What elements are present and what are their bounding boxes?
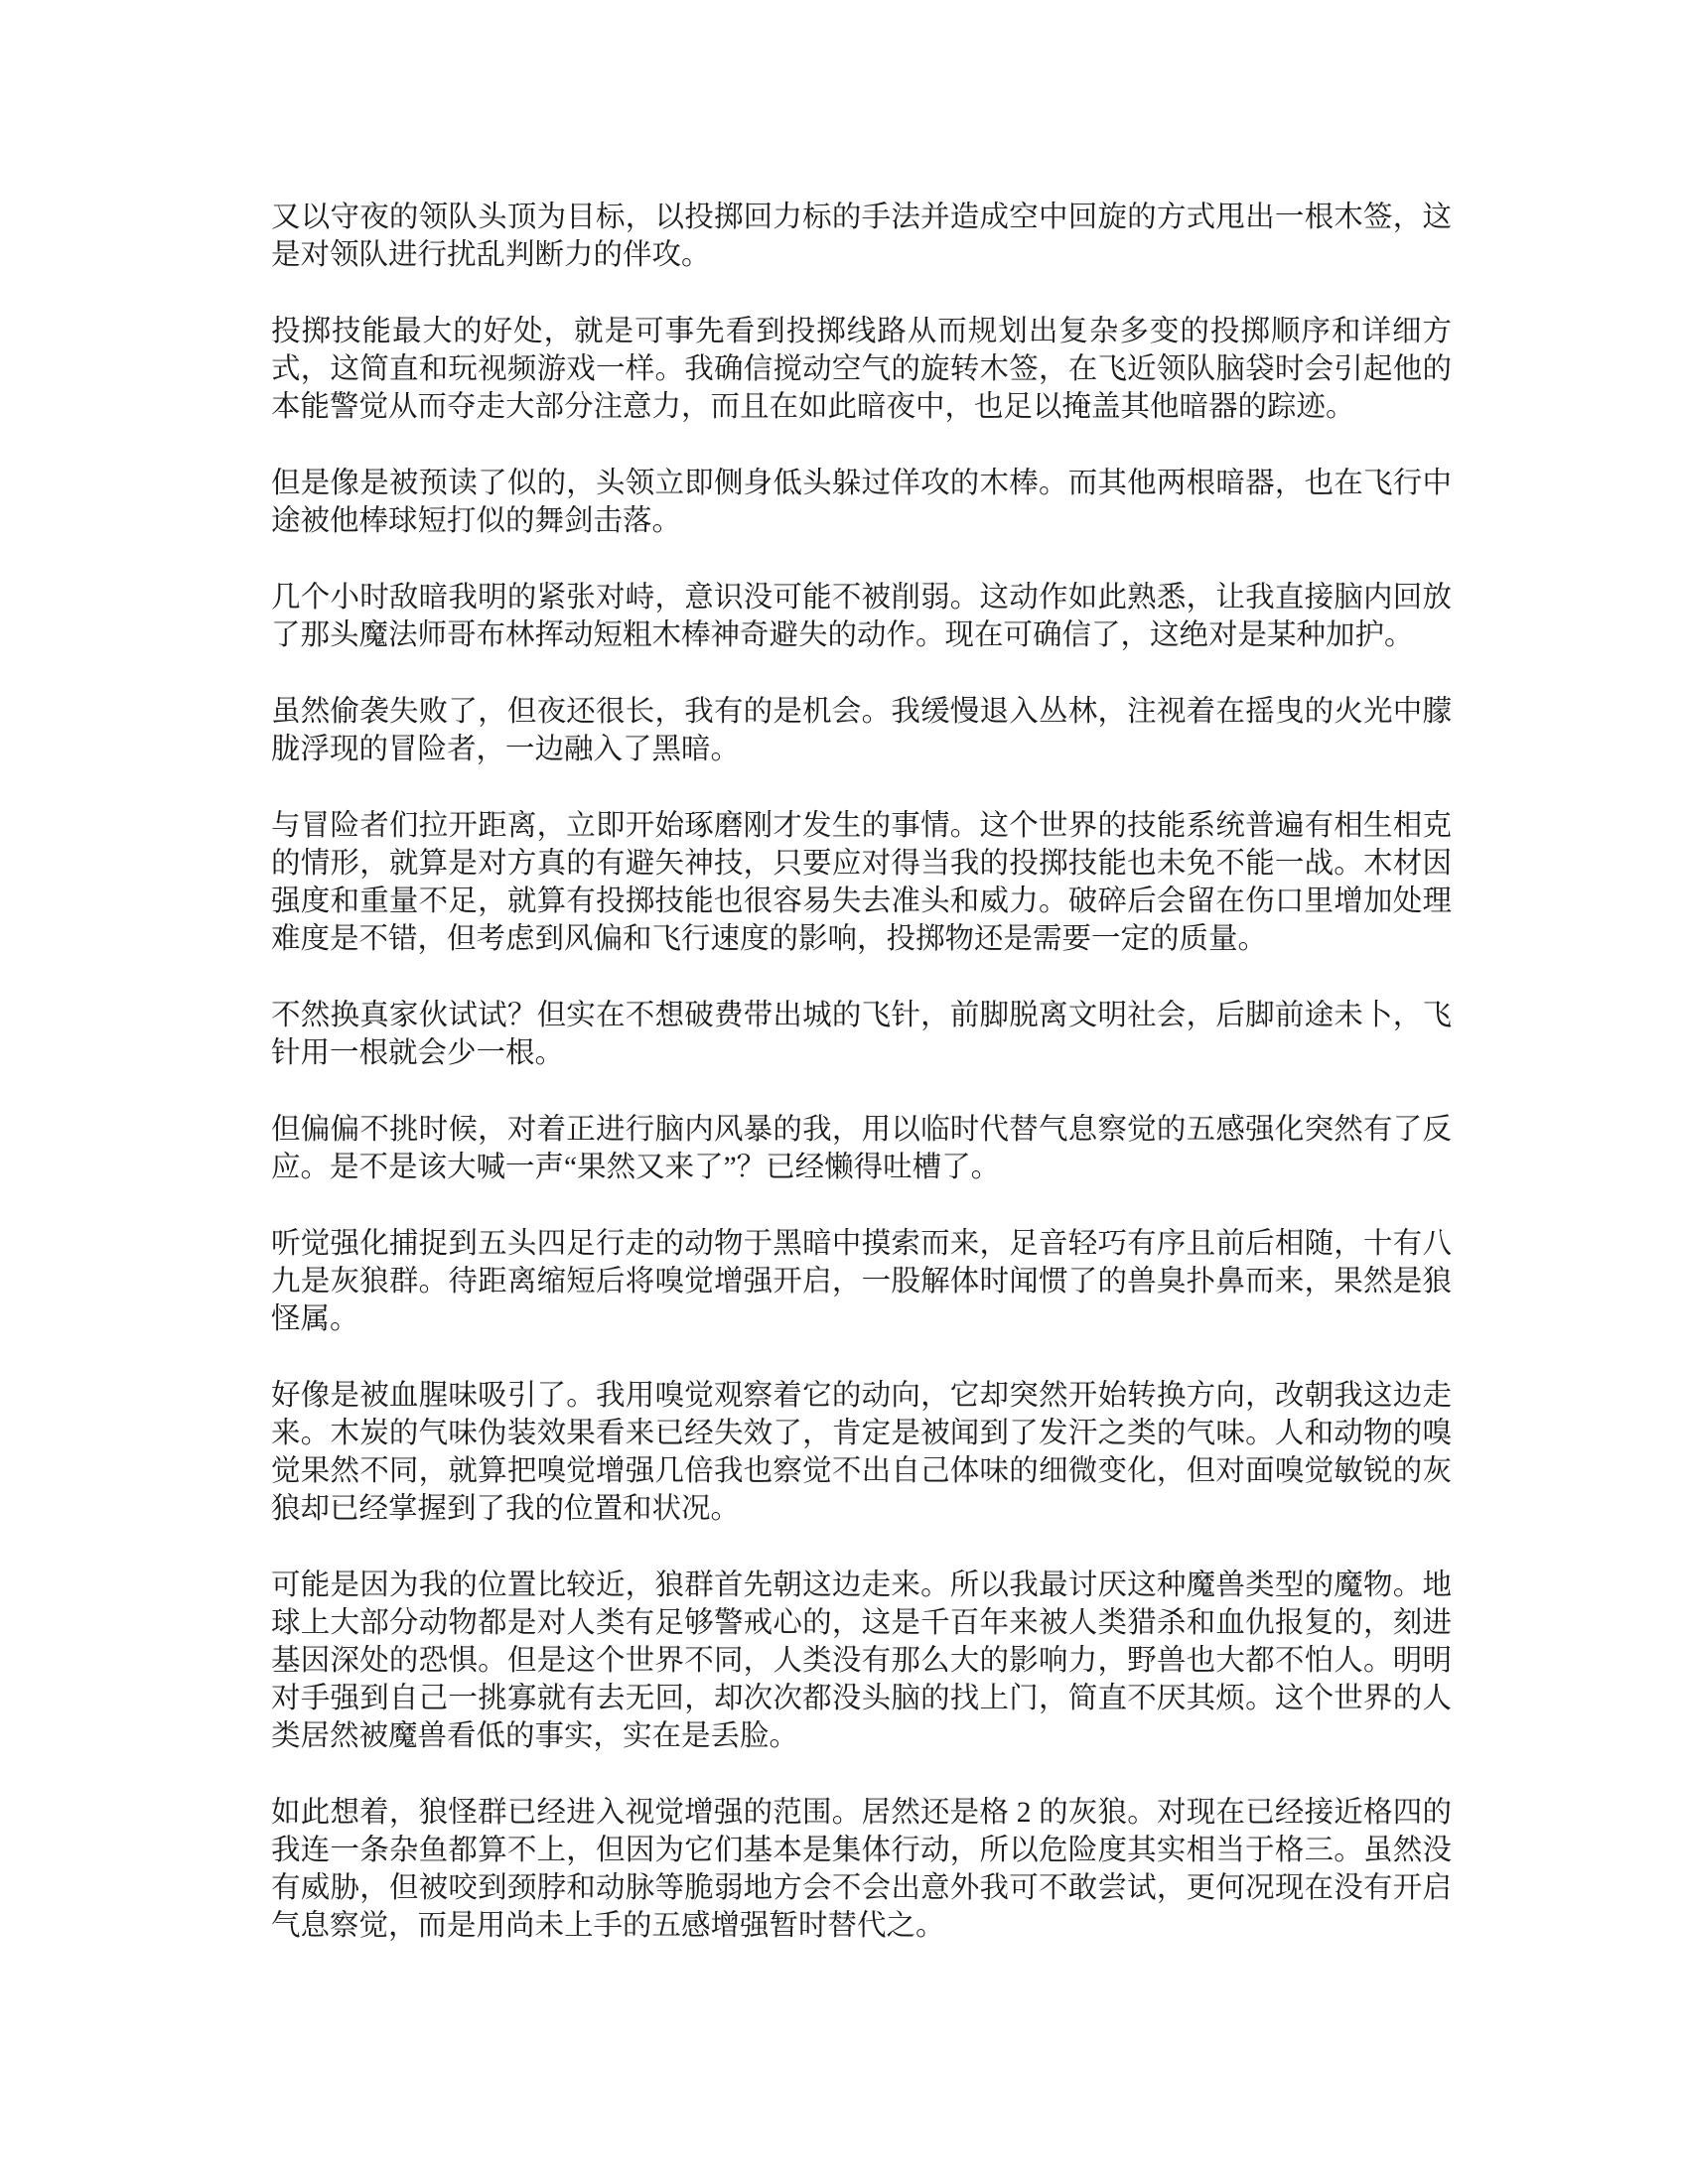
paragraph [271, 997, 1452, 1072]
text-line: 来。木炭的气味伪装效果看来已经失效了，肯定是被闻到了发汗之类的气味。人和动物的嗅 [271, 1418, 1452, 1449]
text-line: 的情形，就算是对方真的有避矢神技，只要应对得当我的投掷技能也未免不能一战。木材因 [271, 848, 1452, 880]
text-line: 但是像是被预读了似的，头领立即侧身低头躲过佯攻的木棒。而其他两根暗器，也在飞行中 [271, 468, 1452, 499]
text-line: 九是灰狼群。待距离缩短后将嗅觉增强开启，一股解体时闻惯了的兽臭扑鼻而来，果然是狼 [271, 1266, 1452, 1297]
text-line: 本能警觉从而夺走大部分注意力，而且在如此暗夜中，也足以掩盖其他暗器的踪迹。 [271, 391, 1355, 423]
text-line: 但偏偏不挑时候，对着正进行脑内风暴的我，用以临时代替气息察觉的五感强化突然有了反 [271, 1114, 1452, 1146]
text-line: 虽然偷袭失败了，但夜还很长，我有的是机会。我缓慢退入丛林，注视着在摇曳的火光中朦 [271, 696, 1452, 728]
text-line: 应。是不是该大喊一声“果然又来了”？已经懒得吐槽了。 [271, 1152, 1001, 1183]
paragraph [271, 1794, 1452, 1945]
text-line: 是对领队进行扰乱判断力的伴攻。 [271, 239, 711, 271]
paragraph [271, 579, 1452, 654]
paragraph [271, 1225, 1452, 1338]
text-line: 球上大部分动物都是对人类有足够警戒心的，这是千百年来被人类猎杀和血仇报复的，刻进 [271, 1607, 1452, 1639]
paragraph [271, 1377, 1452, 1528]
text-line: 听觉强化捕捉到五头四足行走的动物于黑暗中摸索而来，足音轻巧有序且前后相随，十有八 [271, 1228, 1452, 1260]
text-line: 投掷技能最大的好处，就是可事先看到投掷线路从而规划出复杂多变的投掷顺序和详细方 [271, 316, 1452, 347]
text-line: 胧浮现的冒险者，一边融入了黑暗。 [271, 734, 741, 765]
text-line: 基因深处的恐惧。但是这个世界不同，人类没有那么大的影响力，野兽也大都不怕人。明明 [271, 1645, 1452, 1677]
text-line: 有威胁，但被咬到颈脖和动脉等脆弱地方会不会出意外我可不敢尝试，更何况现在没有开启 [271, 1872, 1452, 1904]
text-line: 可能是因为我的位置比较近，狼群首先朝这边走来。所以我最讨厌这种魔兽类型的魔物。地 [271, 1570, 1452, 1601]
paragraph [271, 693, 1452, 768]
text-line: 我连一条杂鱼都算不上，但因为它们基本是集体行动，所以危险度其实相当于格三。虽然没 [271, 1835, 1452, 1866]
text-line: 对手强到自己一挑寡就有去无回，却次次都没头脑的找上门，简直不厌其烦。这个世界的人 [271, 1683, 1452, 1714]
text-line: 针用一根就会少一根。 [271, 1037, 565, 1069]
text-line: 类居然被魔兽看低的事实，实在是丢脸。 [271, 1720, 799, 1752]
text-line: 了那头魔法师哥布林挥动短粗木棒神奇避失的动作。现在可确信了，这绝对是某种加护。 [271, 619, 1414, 651]
paragraph [271, 313, 1452, 426]
paragraph [271, 1567, 1452, 1755]
text-line: 不然换真家伙试试？但实在不想破费带出城的飞针，前脚脱离文明社会，后脚前途未卜，飞 [271, 1000, 1452, 1031]
text-line: 怪属。 [271, 1303, 359, 1335]
text-line: 觉果然不同，就算把嗅觉增强几倍我也察觉不出自己体味的细微变化，但对面嗅觉敏锐的灰 [271, 1455, 1452, 1487]
text-line: 式，这简直和玩视频游戏一样。我确信搅动空气的旋转木签，在飞近领队脑袋时会引起他的 [271, 353, 1452, 385]
text-line: 气息察觉，而是用尚未上手的五感增强暂时替代之。 [271, 1910, 945, 1942]
text-line: 途被他棒球短打似的舞剑击落。 [271, 505, 682, 537]
text-line: 强度和重量不足，就算有投掷技能也很容易失去准头和威力。破碎后会留在伤口里增加处理 [271, 886, 1452, 917]
text-line: 如此想着，狼怪群已经进入视觉增强的范围。居然还是格 2 的灰狼。对现在已经接近格四的 [271, 1797, 1452, 1829]
text-line: 难度是不错，但考虑到风偏和飞行速度的影响，投掷物还是需要一定的质量。 [271, 923, 1268, 955]
paragraph [271, 199, 1452, 274]
paragraph [271, 807, 1452, 958]
article-text-block [271, 199, 1452, 1945]
paragraph [271, 1111, 1452, 1186]
text-line: 又以守夜的领队头顶为目标，以投掷回力标的手法并造成空中回旋的方式甩出一根木签，这 [271, 202, 1452, 233]
text-line: 与冒险者们拉开距离，立即开始琢磨刚才发生的事情。这个世界的技能系统普遍有相生相克 [271, 810, 1452, 842]
text-line: 狼却已经掌握到了我的位置和状况。 [271, 1493, 741, 1525]
text-line: 几个小时敌暗我明的紧张对峙，意识没可能不被削弱。这动作如此熟悉，让我直接脑内回放 [271, 582, 1452, 614]
paragraph [271, 465, 1452, 540]
text-line: 好像是被血腥味吸引了。我用嗅觉观察着它的动向，它却突然开始转换方向，改朝我这边走 [271, 1380, 1452, 1412]
